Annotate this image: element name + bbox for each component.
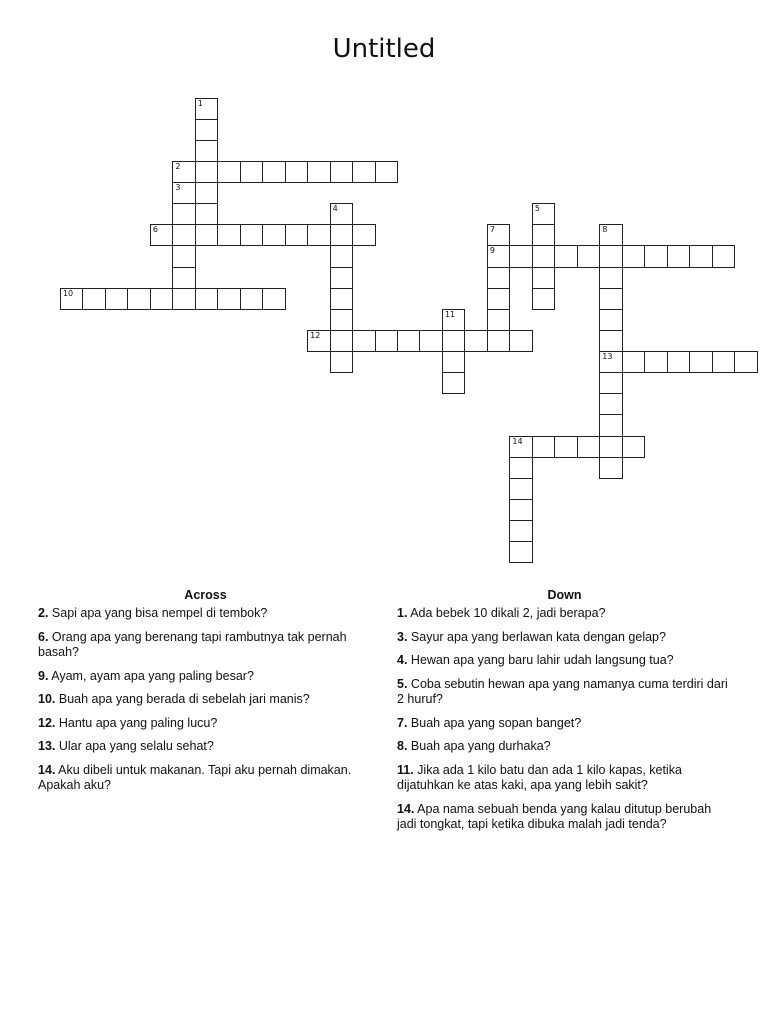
grid-cell[interactable] (195, 288, 218, 310)
clue-number: 2. (38, 606, 49, 620)
grid-cell[interactable] (509, 541, 532, 563)
down-clue (397, 739, 732, 755)
cell-number: 2 (175, 161, 181, 171)
grid-cell[interactable] (330, 203, 353, 225)
across-clue (38, 716, 373, 732)
grid-cell[interactable] (509, 499, 532, 521)
grid-cell[interactable] (509, 457, 532, 479)
clue-text: Hewan apa yang baru lahir udah langsung tua? (407, 653, 674, 667)
grid-cell[interactable] (307, 224, 330, 246)
grid-cell[interactable] (352, 224, 375, 246)
clue-number: 1. (397, 606, 408, 620)
grid-cell[interactable] (195, 98, 218, 120)
clue-text: Buah apa yang sopan banget? (407, 715, 582, 730)
cell-number: 13 (602, 352, 613, 362)
grid-cell[interactable] (442, 309, 465, 331)
grid-cell[interactable] (172, 267, 195, 289)
grid-cell[interactable] (599, 288, 622, 310)
grid-cell[interactable] (330, 245, 353, 267)
down-clue (397, 802, 732, 833)
grid-cell[interactable] (240, 224, 263, 246)
grid-cell[interactable] (599, 372, 622, 394)
grid-cell[interactable] (217, 161, 240, 183)
cell-number: 5 (534, 204, 540, 214)
down-heading: Down (547, 588, 582, 602)
grid-cell[interactable] (307, 161, 330, 183)
grid-cell[interactable] (644, 351, 667, 373)
down-clue (397, 677, 732, 708)
grid-cell[interactable] (195, 119, 218, 141)
across-heading: Across (184, 588, 227, 602)
grid-cell[interactable] (330, 224, 353, 246)
grid-cell[interactable] (509, 330, 532, 352)
grid-cell[interactable] (60, 288, 83, 310)
cell-number: 12 (310, 330, 321, 340)
clue-text: Coba sebutin hewan apa yang namanya cuma terdiri dari 2 huruf? (397, 676, 728, 706)
grid-cell[interactable] (577, 436, 600, 458)
clue-text: Jika ada 1 kilo batu dan ada 1 kilo kapas, ketika dijatuhkan ke atas kaki, apa yang lebih sakit? (397, 762, 682, 792)
grid-cell[interactable] (285, 224, 308, 246)
clue-number: 4. (397, 653, 408, 667)
grid-cell[interactable] (150, 224, 173, 246)
across-clue (38, 763, 373, 794)
clue-text: Ayam, ayam apa yang paling besar? (48, 668, 254, 683)
down-clue (397, 716, 732, 732)
clue-text: Orang apa yang berenang tapi rambutnya tak pernah basah? (38, 629, 347, 659)
clue-text: Buah apa yang durhaka? (407, 739, 551, 753)
grid-cell[interactable] (419, 330, 442, 352)
grid-cell[interactable] (532, 224, 555, 246)
grid-cell[interactable] (554, 436, 577, 458)
cell-number: 14 (512, 436, 523, 446)
grid-cell[interactable] (487, 267, 510, 289)
clue-number: 13. (38, 739, 56, 753)
grid-cell[interactable] (240, 288, 263, 310)
grid-cell[interactable] (330, 330, 353, 352)
grid-cell[interactable] (622, 351, 645, 373)
grid-cell[interactable] (487, 245, 510, 267)
grid-cell[interactable] (375, 330, 398, 352)
grid-cell[interactable] (599, 330, 622, 352)
grid-cell[interactable] (442, 372, 465, 394)
down-clue (397, 653, 732, 669)
clue-text: Hantu apa yang paling lucu? (55, 715, 218, 730)
clue-text: Aku dibeli untuk makanan. Tapi aku pernah dimakan. Apakah aku? (38, 762, 352, 792)
clue-text: Ada bebek 10 dikali 2, jadi berapa? (407, 606, 606, 620)
grid-cell[interactable] (599, 414, 622, 436)
grid-cell[interactable] (262, 288, 285, 310)
clue-number: 11. (397, 762, 414, 777)
clue-text: Sayur apa yang berlawan kata dengan gelap? (407, 629, 666, 644)
grid-cell[interactable] (622, 245, 645, 267)
clue-number: 3. (397, 629, 408, 644)
grid-cell[interactable] (307, 330, 330, 352)
cell-number: 4 (332, 204, 338, 214)
grid-cell[interactable] (330, 351, 353, 373)
grid-cell[interactable] (554, 245, 577, 267)
grid-cell[interactable] (442, 351, 465, 373)
grid-cell[interactable] (487, 224, 510, 246)
grid-cell[interactable] (599, 267, 622, 289)
cell-number: 8 (602, 225, 608, 235)
grid-cell[interactable] (172, 288, 195, 310)
clue-number: 5. (397, 676, 408, 691)
grid-cell[interactable] (397, 330, 420, 352)
cell-number: 1 (197, 98, 203, 108)
clue-number: 12. (38, 715, 56, 730)
grid-cell[interactable] (487, 288, 510, 310)
grid-cell[interactable] (285, 161, 308, 183)
grid-cell[interactable] (330, 267, 353, 289)
grid-cell[interactable] (509, 478, 532, 500)
across-clue (38, 669, 373, 685)
grid-cell[interactable] (599, 393, 622, 415)
grid-cell[interactable] (330, 309, 353, 331)
grid-cell[interactable] (734, 351, 757, 373)
clue-number: 8. (397, 739, 408, 753)
down-clue (397, 606, 732, 622)
clue-number: 9. (38, 668, 49, 683)
grid-cell[interactable] (172, 182, 195, 204)
grid-cell[interactable] (82, 288, 105, 310)
cell-number: 11 (444, 309, 456, 319)
grid-cell[interactable] (689, 351, 712, 373)
grid-cell[interactable] (712, 245, 735, 267)
across-clue (38, 630, 373, 661)
grid-cell[interactable] (532, 245, 555, 267)
grid-cell[interactable] (195, 161, 218, 183)
grid-cell[interactable] (127, 288, 150, 310)
grid-cell[interactable] (509, 436, 532, 458)
grid-cell[interactable] (150, 288, 173, 310)
clue-text: Apa nama sebuah benda yang kalau ditutup berubah jadi tongkat, tapi ketika dibuka malah jadi tenda? (397, 801, 712, 831)
grid-cell[interactable] (599, 224, 622, 246)
grid-cell[interactable] (622, 436, 645, 458)
down-clue (397, 763, 732, 794)
grid-cell[interactable] (509, 245, 532, 267)
grid-cell[interactable] (599, 245, 622, 267)
cell-number: 6 (152, 225, 158, 235)
clue-number: 14. (397, 801, 415, 816)
down-clue (397, 630, 732, 646)
grid-cell[interactable] (195, 224, 218, 246)
clue-number: 10. (38, 692, 56, 706)
grid-cell[interactable] (195, 182, 218, 204)
down-clue-list (397, 606, 732, 833)
grid-cell[interactable] (195, 140, 218, 162)
across-clue-list (38, 606, 373, 794)
grid-cell[interactable] (240, 161, 263, 183)
down-clues (397, 588, 732, 841)
grid-cell[interactable] (172, 161, 195, 183)
clue-text: Ular apa yang selalu sehat? (55, 739, 214, 753)
grid-cell[interactable] (262, 224, 285, 246)
grid-cell[interactable] (577, 245, 600, 267)
clue-text: Sapi apa yang bisa nempel di tembok? (48, 606, 268, 620)
across-clues (38, 588, 373, 802)
cell-number: 3 (175, 183, 181, 193)
grid-cell[interactable] (172, 224, 195, 246)
grid-cell[interactable] (532, 267, 555, 289)
grid-cell[interactable] (352, 330, 375, 352)
clue-text: Buah apa yang berada di sebelah jari manis? (55, 692, 310, 706)
grid-cell[interactable] (105, 288, 128, 310)
grid-cell[interactable] (352, 161, 375, 183)
grid-cell[interactable] (532, 203, 555, 225)
grid-cell[interactable] (509, 520, 532, 542)
grid-cell[interactable] (330, 288, 353, 310)
grid-cell[interactable] (195, 203, 218, 225)
grid-cell[interactable] (330, 161, 353, 183)
grid-cell[interactable] (599, 457, 622, 479)
grid-cell[interactable] (487, 330, 510, 352)
page-title: Untitled (332, 34, 436, 64)
across-clue (38, 606, 373, 622)
grid-cell[interactable] (217, 224, 240, 246)
grid-cell[interactable] (644, 245, 667, 267)
clue-number: 7. (397, 715, 408, 730)
clue-number: 6. (38, 629, 49, 644)
grid-cell[interactable] (599, 351, 622, 373)
grid-cell[interactable] (217, 288, 240, 310)
grid-cell[interactable] (532, 288, 555, 310)
cell-number: 9 (489, 246, 495, 256)
grid-cell[interactable] (172, 203, 195, 225)
grid-cell[interactable] (667, 245, 690, 267)
grid-cell[interactable] (172, 245, 195, 267)
grid-cell[interactable] (464, 330, 487, 352)
cell-number: 7 (489, 225, 495, 235)
grid-cell[interactable] (712, 351, 735, 373)
across-clue (38, 692, 373, 708)
across-clue (38, 739, 373, 755)
clue-number: 14. (38, 762, 56, 777)
grid-cell[interactable] (487, 309, 510, 331)
grid-cell[interactable] (532, 436, 555, 458)
grid-cell[interactable] (667, 351, 690, 373)
grid-cell[interactable] (375, 161, 398, 183)
cell-number: 10 (62, 288, 74, 298)
grid-cell[interactable] (599, 309, 622, 331)
grid-cell[interactable] (262, 161, 285, 183)
grid-cell[interactable] (689, 245, 712, 267)
grid-cell[interactable] (599, 436, 622, 458)
grid-cell[interactable] (442, 330, 465, 352)
